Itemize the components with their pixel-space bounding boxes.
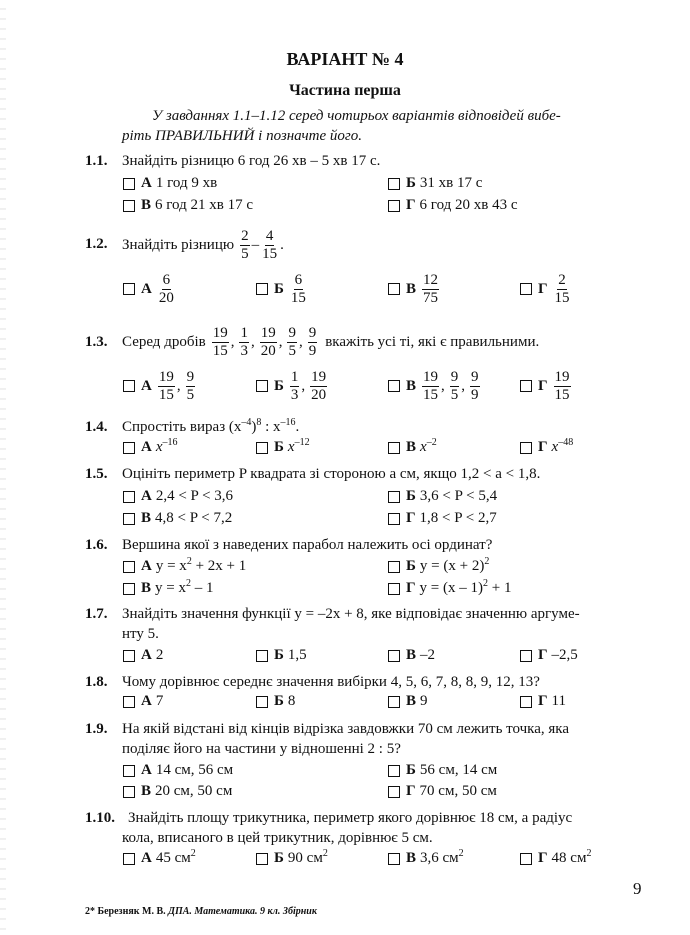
question-text: Серед дробів $\frac{19}{15}$ , $\frac{1}{3}$ , $\frac{19}{20}$ , $\frac{9}{5}$ , $\frac{9}{9}$ вкажіть усі ті, які є правильними. <box>122 325 540 359</box>
answer-option[interactable]: Г $x^{-48}$ <box>520 439 573 456</box>
fraction: $\frac{6}{20}$ <box>158 272 174 306</box>
answer-option[interactable]: А 2 <box>123 647 163 664</box>
page-edge <box>0 0 6 935</box>
answer-option[interactable]: Б $\frac{1}{3}$ , $\frac{19}{20}$ <box>256 369 329 403</box>
checkbox[interactable] <box>388 765 400 777</box>
answer-option[interactable]: Б 8 <box>256 693 295 710</box>
checkbox[interactable] <box>123 853 135 865</box>
checkbox[interactable] <box>520 380 532 392</box>
answer-option[interactable]: В 3,6 $см^2$ <box>388 850 464 867</box>
checkbox[interactable] <box>388 513 400 525</box>
answer-option[interactable]: В –2 <box>388 647 435 664</box>
answer-option[interactable]: А $\frac{19}{15}$ , $\frac{9}{5}$ <box>123 369 197 403</box>
answer-option[interactable]: Г 1,8 < P < 2,7 <box>388 510 497 527</box>
checkbox[interactable] <box>520 442 532 454</box>
answer-option[interactable]: В 9 <box>388 693 428 710</box>
answer-option[interactable]: Г 70 см, 50 см <box>388 783 497 800</box>
checkbox[interactable] <box>123 696 135 708</box>
question-text: Знайдіть площу трикутника, периметр якого дорівнює 18 см, а радіус <box>128 810 573 826</box>
question-text: Вершина якої з наведених парабол належить осі ординат? <box>122 537 493 553</box>
answer-option[interactable]: Б 31 хв 17 с <box>388 175 482 192</box>
question-text: Спростіть вираз $(x^{-4})^8$ : $x^{-16}$. <box>122 417 300 435</box>
checkbox[interactable] <box>256 380 268 392</box>
question-number: 1.5. <box>85 466 108 482</box>
answer-option[interactable]: Б 1,5 <box>256 647 307 664</box>
answer-option[interactable]: Г 48 $см^2$ <box>520 850 591 867</box>
checkbox[interactable] <box>123 583 135 595</box>
question-text-line-2: нту 5. <box>122 626 159 642</box>
fraction: $\frac{4}{15}$ <box>262 228 278 262</box>
checkbox[interactable] <box>388 650 400 662</box>
question-number: 1.8. <box>85 674 108 690</box>
checkbox[interactable] <box>123 513 135 525</box>
answer-option[interactable]: Б 90 $см^2$ <box>256 850 328 867</box>
checkbox[interactable] <box>388 786 400 798</box>
answer-option[interactable]: А 45 $см^2$ <box>123 850 196 867</box>
question-number: 1.10. <box>85 810 115 826</box>
answer-option[interactable]: А $\frac{6}{20}$ <box>123 272 177 306</box>
footer-citation: 2* Березняк М. В. ДПА. Математика. 9 кл. Збірник <box>85 906 317 917</box>
question-text-line-2: поділяє його на частини у відношенні 2 : 5? <box>122 741 401 757</box>
answer-option[interactable]: Б 56 см, 14 см <box>388 762 497 779</box>
fraction: $\frac{2}{5}$ <box>241 228 249 262</box>
checkbox[interactable] <box>123 380 135 392</box>
answer-option[interactable]: Г –2,5 <box>520 647 578 664</box>
checkbox[interactable] <box>123 178 135 190</box>
answer-option[interactable]: В 4,8 < P < 7,2 <box>123 510 232 527</box>
checkbox[interactable] <box>256 853 268 865</box>
answer-option[interactable]: Г $\frac{19}{15}$ <box>520 369 573 403</box>
page-number: 9 <box>633 879 642 898</box>
question-text: Оцініть периметр P квадрата зі стороною a см, якщо 1,2 < a < 1,8. <box>122 466 541 482</box>
question-text: Знайдіть різницю 6 год 26 хв – 5 хв 17 с. <box>122 153 381 169</box>
checkbox[interactable] <box>123 491 135 503</box>
checkbox[interactable] <box>388 200 400 212</box>
answer-option[interactable]: Б $y = (x + 2)^2$ <box>388 558 489 575</box>
answer-option[interactable]: Г 11 <box>520 693 566 710</box>
question-number: 1.3. <box>85 334 108 350</box>
answer-option[interactable]: В $\frac{19}{15}$ , $\frac{9}{5}$ , $\frac{9}{9}$ <box>388 369 482 403</box>
checkbox[interactable] <box>388 696 400 708</box>
answer-option[interactable]: А 7 <box>123 693 163 710</box>
question-text: Чому дорівнює середнє значення вибірки 4, 5, 6, 7, 8, 8, 9, 12, 13? <box>122 674 540 690</box>
checkbox[interactable] <box>123 200 135 212</box>
answer-option[interactable]: Г y = (x – 1)$^2$ + 1 <box>388 580 511 597</box>
variant-title: ВАРІАНТ № 4 <box>286 49 404 69</box>
checkbox[interactable] <box>520 283 532 295</box>
question-text-line-2: кола, вписаного в цей трикутник, дорівнює 5 см. <box>122 830 433 846</box>
answer-option[interactable]: В 6 год 21 хв 17 с <box>123 197 253 214</box>
checkbox[interactable] <box>123 786 135 798</box>
checkbox[interactable] <box>388 442 400 454</box>
checkbox[interactable] <box>256 650 268 662</box>
answer-option[interactable]: А 2,4 < P < 3,6 <box>123 488 233 505</box>
question-number: 1.6. <box>85 537 108 553</box>
checkbox[interactable] <box>520 696 532 708</box>
checkbox[interactable] <box>388 178 400 190</box>
fraction: $\frac{2}{15}$ <box>554 272 570 306</box>
answer-option[interactable]: Б 3,6 < P < 5,4 <box>388 488 497 505</box>
answer-option[interactable]: В $\frac{12}{75}$ <box>388 272 441 306</box>
checkbox[interactable] <box>388 491 400 503</box>
question-text: На якій відстані від кінців відрізка завдовжки 70 см лежить точка, яка <box>122 721 570 737</box>
checkbox[interactable] <box>520 650 532 662</box>
checkbox[interactable] <box>256 283 268 295</box>
instruction-line-2: ріть ПРАВИЛЬНИЙ і позначте його. <box>122 128 362 144</box>
checkbox[interactable] <box>123 765 135 777</box>
answer-option[interactable]: А $y = x^2 + 2x + 1$ <box>123 558 246 575</box>
checkbox[interactable] <box>388 283 400 295</box>
fraction: $\frac{6}{15}$ <box>290 272 306 306</box>
answer-option[interactable]: Г 6 год 20 хв 43 с <box>388 197 518 214</box>
answer-option[interactable]: В $x^{-2}$ <box>388 439 437 456</box>
answer-option[interactable]: А 1 год 9 хв <box>123 175 217 192</box>
checkbox[interactable] <box>256 442 268 454</box>
checkbox[interactable] <box>123 442 135 454</box>
checkbox[interactable] <box>123 561 135 573</box>
answer-option[interactable]: Г $\frac{2}{15}$ <box>520 272 573 306</box>
checkbox[interactable] <box>520 853 532 865</box>
checkbox[interactable] <box>123 650 135 662</box>
question-text: Знайдіть значення функції y = –2x + 8, яке відповідає значенню аргуме- <box>122 606 580 622</box>
question-number: 1.7. <box>85 606 108 622</box>
checkbox[interactable] <box>388 561 400 573</box>
question-number: 1.2. <box>85 236 108 252</box>
checkbox[interactable] <box>388 853 400 865</box>
question-number: 1.1. <box>85 153 108 169</box>
answer-option[interactable]: А $x^{-16}$ <box>123 439 178 456</box>
checkbox[interactable] <box>388 583 400 595</box>
part-heading: Частина перша <box>289 82 401 99</box>
answer-option[interactable]: А 14 см, 56 см <box>123 762 233 779</box>
question-text: Знайдіть різницю $\frac{2}{5}$ – $\frac{4}{15}$ . <box>122 228 284 262</box>
answer-option[interactable]: В $y = x^2 - 1$ <box>123 580 213 597</box>
checkbox[interactable] <box>123 283 135 295</box>
checkbox[interactable] <box>256 696 268 708</box>
instruction-line-1: У завданнях 1.1–1.12 серед чотирьох варіантів відповідей вибе- <box>152 108 561 124</box>
answer-option[interactable]: Б $x^{-12}$ <box>256 439 310 456</box>
answer-option[interactable]: В 20 см, 50 см <box>123 783 232 800</box>
question-number: 1.9. <box>85 721 108 737</box>
answer-option[interactable]: Б $\frac{6}{15}$ <box>256 272 309 306</box>
fraction: $\frac{12}{75}$ <box>423 272 439 306</box>
question-number: 1.4. <box>85 419 108 435</box>
checkbox[interactable] <box>388 380 400 392</box>
